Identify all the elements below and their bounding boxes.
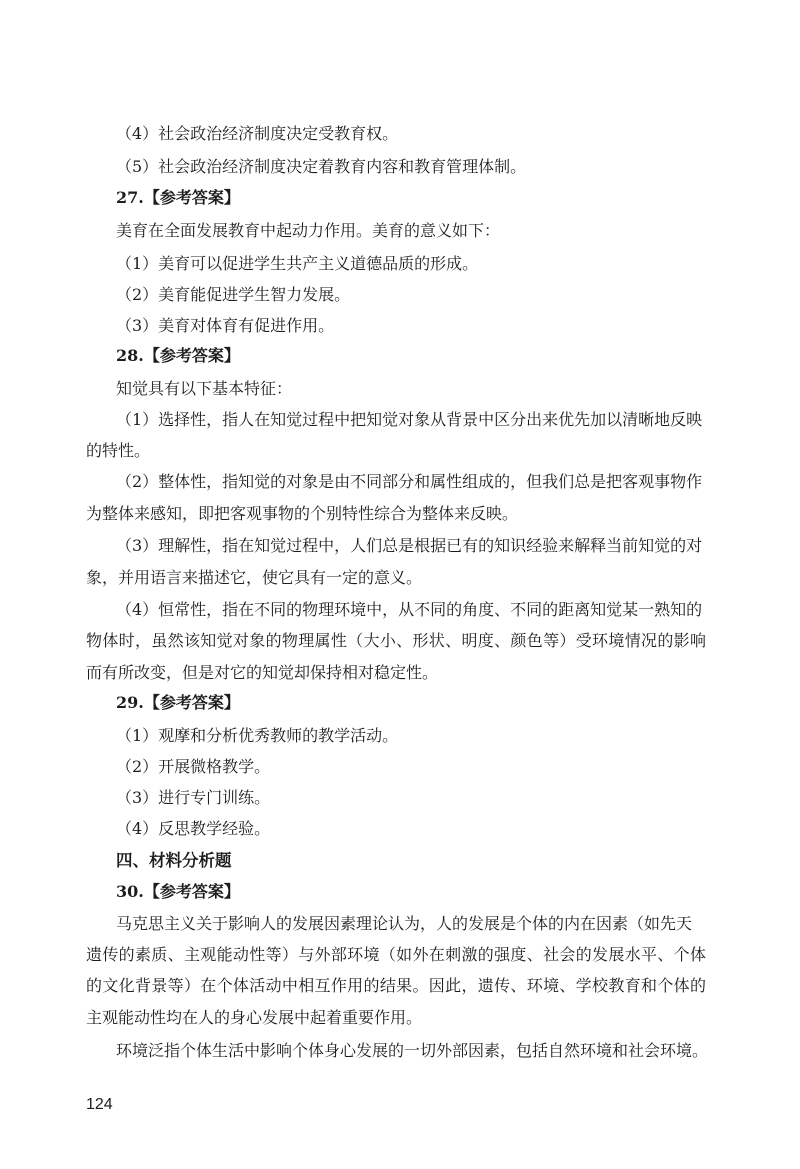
text-line: 为整体来感知，即把客观事物的个别特性综合为整体来反映。 xyxy=(86,504,519,523)
text-line: 遗传的素质、主观能动性等）与外部环境（如外在刺激的强度、社会的发展水平、个体 xyxy=(86,945,706,964)
text-line: （5）社会政治经济制度决定着教育内容和教育管理体制。 xyxy=(116,157,527,176)
text-line: （1）观摩和分析优秀教师的教学活动。 xyxy=(116,726,399,745)
text-line: 马克思主义关于影响人的发展因素理论认为，人的发展是个体的内在因素（如先天 xyxy=(116,914,693,933)
text-line: （3）理解性，指在知觉过程中，人们总是根据已有的知识经验来解释当前知觉的对 xyxy=(116,536,703,555)
text-line: （4）反思教学经验。 xyxy=(116,819,271,838)
answer-heading: 27.【参考答案】 xyxy=(116,188,240,207)
text-line: 而有所改变，但是对它的知觉却保持相对稳定性。 xyxy=(86,663,439,682)
answer-heading: 29.【参考答案】 xyxy=(116,693,240,712)
text-line: （2）开展微格教学。 xyxy=(116,757,271,776)
text-line: 象，并用语言来描述它，使它具有一定的意义。 xyxy=(86,568,423,587)
text-line: （4）社会政治经济制度决定受教育权。 xyxy=(116,124,399,143)
text-line: （1）选择性，指人在知觉过程中把知觉对象从背景中区分出来优先加以清晰地反映 xyxy=(116,410,703,429)
text-line: （2）整体性，指知觉的对象是由不同部分和属性组成的，但我们总是把客观事物作 xyxy=(116,472,703,491)
text-line: （3）进行专门训练。 xyxy=(116,788,271,807)
answer-heading: 30.【参考答案】 xyxy=(116,882,240,901)
text-line: 的文化背景等）在个体活动中相互作用的结果。因此，遗传、环境、学校教育和个体的 xyxy=(86,976,706,995)
text-line: 环境泛指个体生活中影响个体身心发展的一切外部因素，包括自然环境和社会环境。 xyxy=(116,1041,709,1060)
section-heading: 四、材料分析题 xyxy=(116,851,232,870)
page-number: 124 xyxy=(86,1096,113,1113)
text-line: （4）恒常性，指在不同的物理环境中，从不同的角度、不同的距离知觉某一熟知的 xyxy=(116,600,703,619)
text-line: （3）美育对体育有促进作用。 xyxy=(116,316,335,335)
text-line: （2）美育能促进学生智力发展。 xyxy=(116,285,351,304)
text-line: 知觉具有以下基本特征： xyxy=(116,379,293,398)
answer-heading: 28.【参考答案】 xyxy=(116,346,240,365)
text-line: 物体时，虽然该知觉对象的物理属性（大小、形状、明度、颜色等）受环境情况的影响 xyxy=(86,631,706,650)
text-line: （1）美育可以促进学生共产主义道德品质的形成。 xyxy=(116,254,479,273)
text-line: 主观能动性均在人的身心发展中起着重要作用。 xyxy=(86,1008,423,1027)
text-line: 美育在全面发展教育中起动力作用。美育的意义如下： xyxy=(116,221,501,240)
text-line: 的特性。 xyxy=(86,441,151,460)
